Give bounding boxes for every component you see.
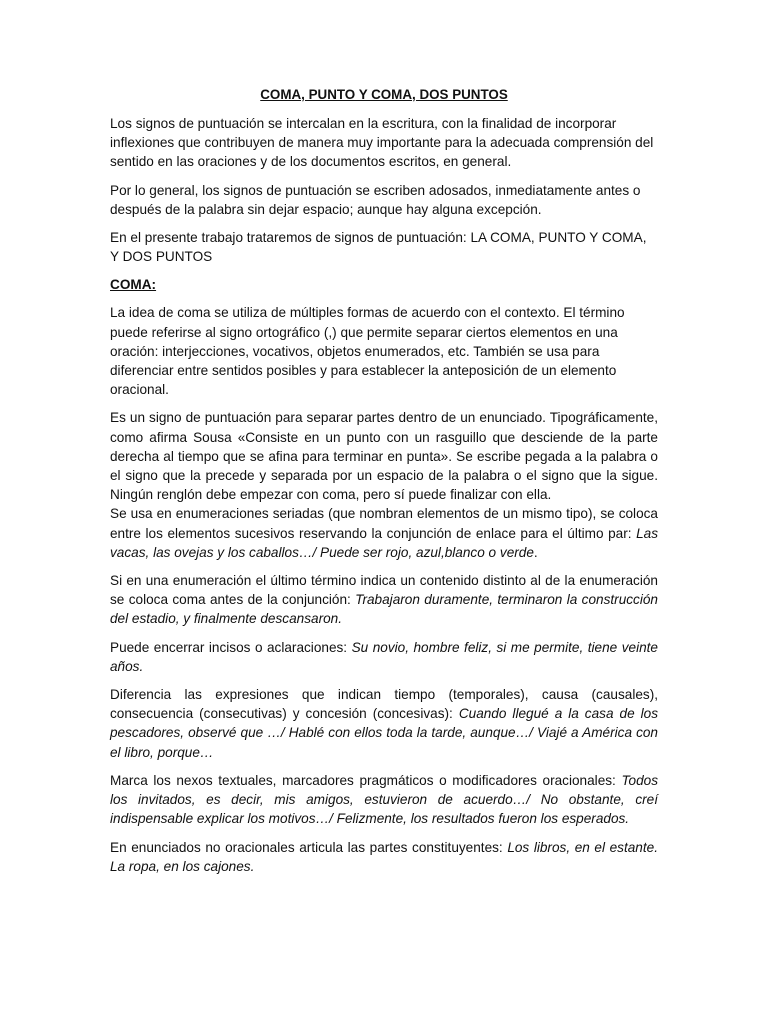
coma-paragraph-8-text: En enunciados no oracionales articula las partes constituyentes:	[110, 839, 508, 855]
coma-paragraph-1: La idea de coma se utiliza de múltiples formas de acuerdo con el contexto. El término puede referirse al signo ortográfico (,) que permite separar ciertos elementos en una oración: interjecciones, vocativos, objetos enumerados, etc. También se usa para diferenciar entre sentidos posibles y para establecer la anteposición de un elemento oracional.	[110, 305, 625, 398]
intro-paragraph-3: En el presente trabajo trataremos de signos de puntuación: LA COMA, PUNTO Y COMA, Y DOS PUNTOS	[110, 230, 647, 265]
document-title: COMA, PUNTO Y COMA, DOS PUNTOS	[260, 87, 508, 102]
coma-paragraph-7	[110, 771, 658, 829]
coma-paragraph-4-text: Si en una enumeración el último término indica un contenido distinto al de la enumeración se coloca coma antes de la conjunción:	[110, 573, 658, 608]
coma-paragraph-2: Es un signo de puntuación para separar partes dentro de un enunciado. Tipográficamente, como afirma Sousa «Consiste en un punto con un rasguillo que desciende de la parte derecha al tiempo que se afina para terminar en punta». Se escribe pegada a la palabra o el signo que la precede y separada por un espacio de la palabra o el signo que la sigue. Ningún renglón debe empezar con coma, pero sí puede finalizar con ella.	[110, 410, 658, 503]
intro-paragraph-2: Por lo general, los signos de puntuación se escriben adosados, inmediatamente antes o después de la palabra sin dejar espacio; aunque hay alguna excepción.	[110, 182, 641, 217]
section-heading-coma: COMA:	[110, 277, 157, 293]
coma-paragraph-5-example: Su novio, hombre feliz, si me permite, tiene veinte años.	[110, 639, 658, 674]
coma-paragraph-3-text: Se usa en enumeraciones seriadas (que nombran elementos de un mismo tipo), se coloca entre los elementos sucesivos reservando la conjunción de enlace para el último par:	[110, 506, 658, 541]
coma-paragraph-7-text: Marca los nexos textuales, marcadores pragmáticos o modificadores oracionales:	[110, 772, 622, 788]
coma-paragraph-3-example: Las vacas, las ovejas y los caballos…/ Puede ser rojo, azul,blanco o verde	[110, 525, 658, 560]
coma-paragraph-3	[110, 504, 658, 562]
coma-paragraph-6-example: Cuando llegué a la casa de los pescadores, observé que …/ Hablé con ellos toda la tarde, aunque…/ Viajé a América con el libro, porque…	[110, 706, 659, 760]
coma-paragraph-6	[110, 685, 658, 762]
coma-paragraph-4	[110, 571, 658, 629]
intro-paragraph-1: Los signos de puntuación se intercalan en la escritura, con la finalidad de incorporar inflexiones que contribuyen de manera muy importante para la adecuada comprensión del sentido en las oraciones y de los documentos escritos, en general.	[110, 116, 654, 170]
coma-paragraph-8-example: Los libros, en el estante. La ropa, en los cajones.	[110, 839, 658, 874]
coma-paragraph-8	[110, 838, 658, 876]
coma-paragraph-3-end: .	[533, 544, 538, 560]
coma-paragraph-5	[110, 638, 658, 676]
coma-paragraph-7-example: Todos los invitados, es decir, mis amigos, estuvieron de acuerdo…/ No obstante, creí indispensable explicar los motivos…/ Felizmente, los resultados fueron los esperados.	[110, 772, 658, 827]
coma-paragraph-6-text: Diferencia las expresiones que indican tiempo (temporales), causa (causales), consecuencia (consecutivas) y concesión (concesivas):	[110, 687, 658, 722]
coma-paragraph-4-example: Trabajaron duramente, terminaron la construcción del estadio, y finalmente descansaron.	[110, 592, 658, 627]
coma-paragraph-5-text: Puede encerrar incisos o aclaraciones:	[110, 639, 352, 655]
